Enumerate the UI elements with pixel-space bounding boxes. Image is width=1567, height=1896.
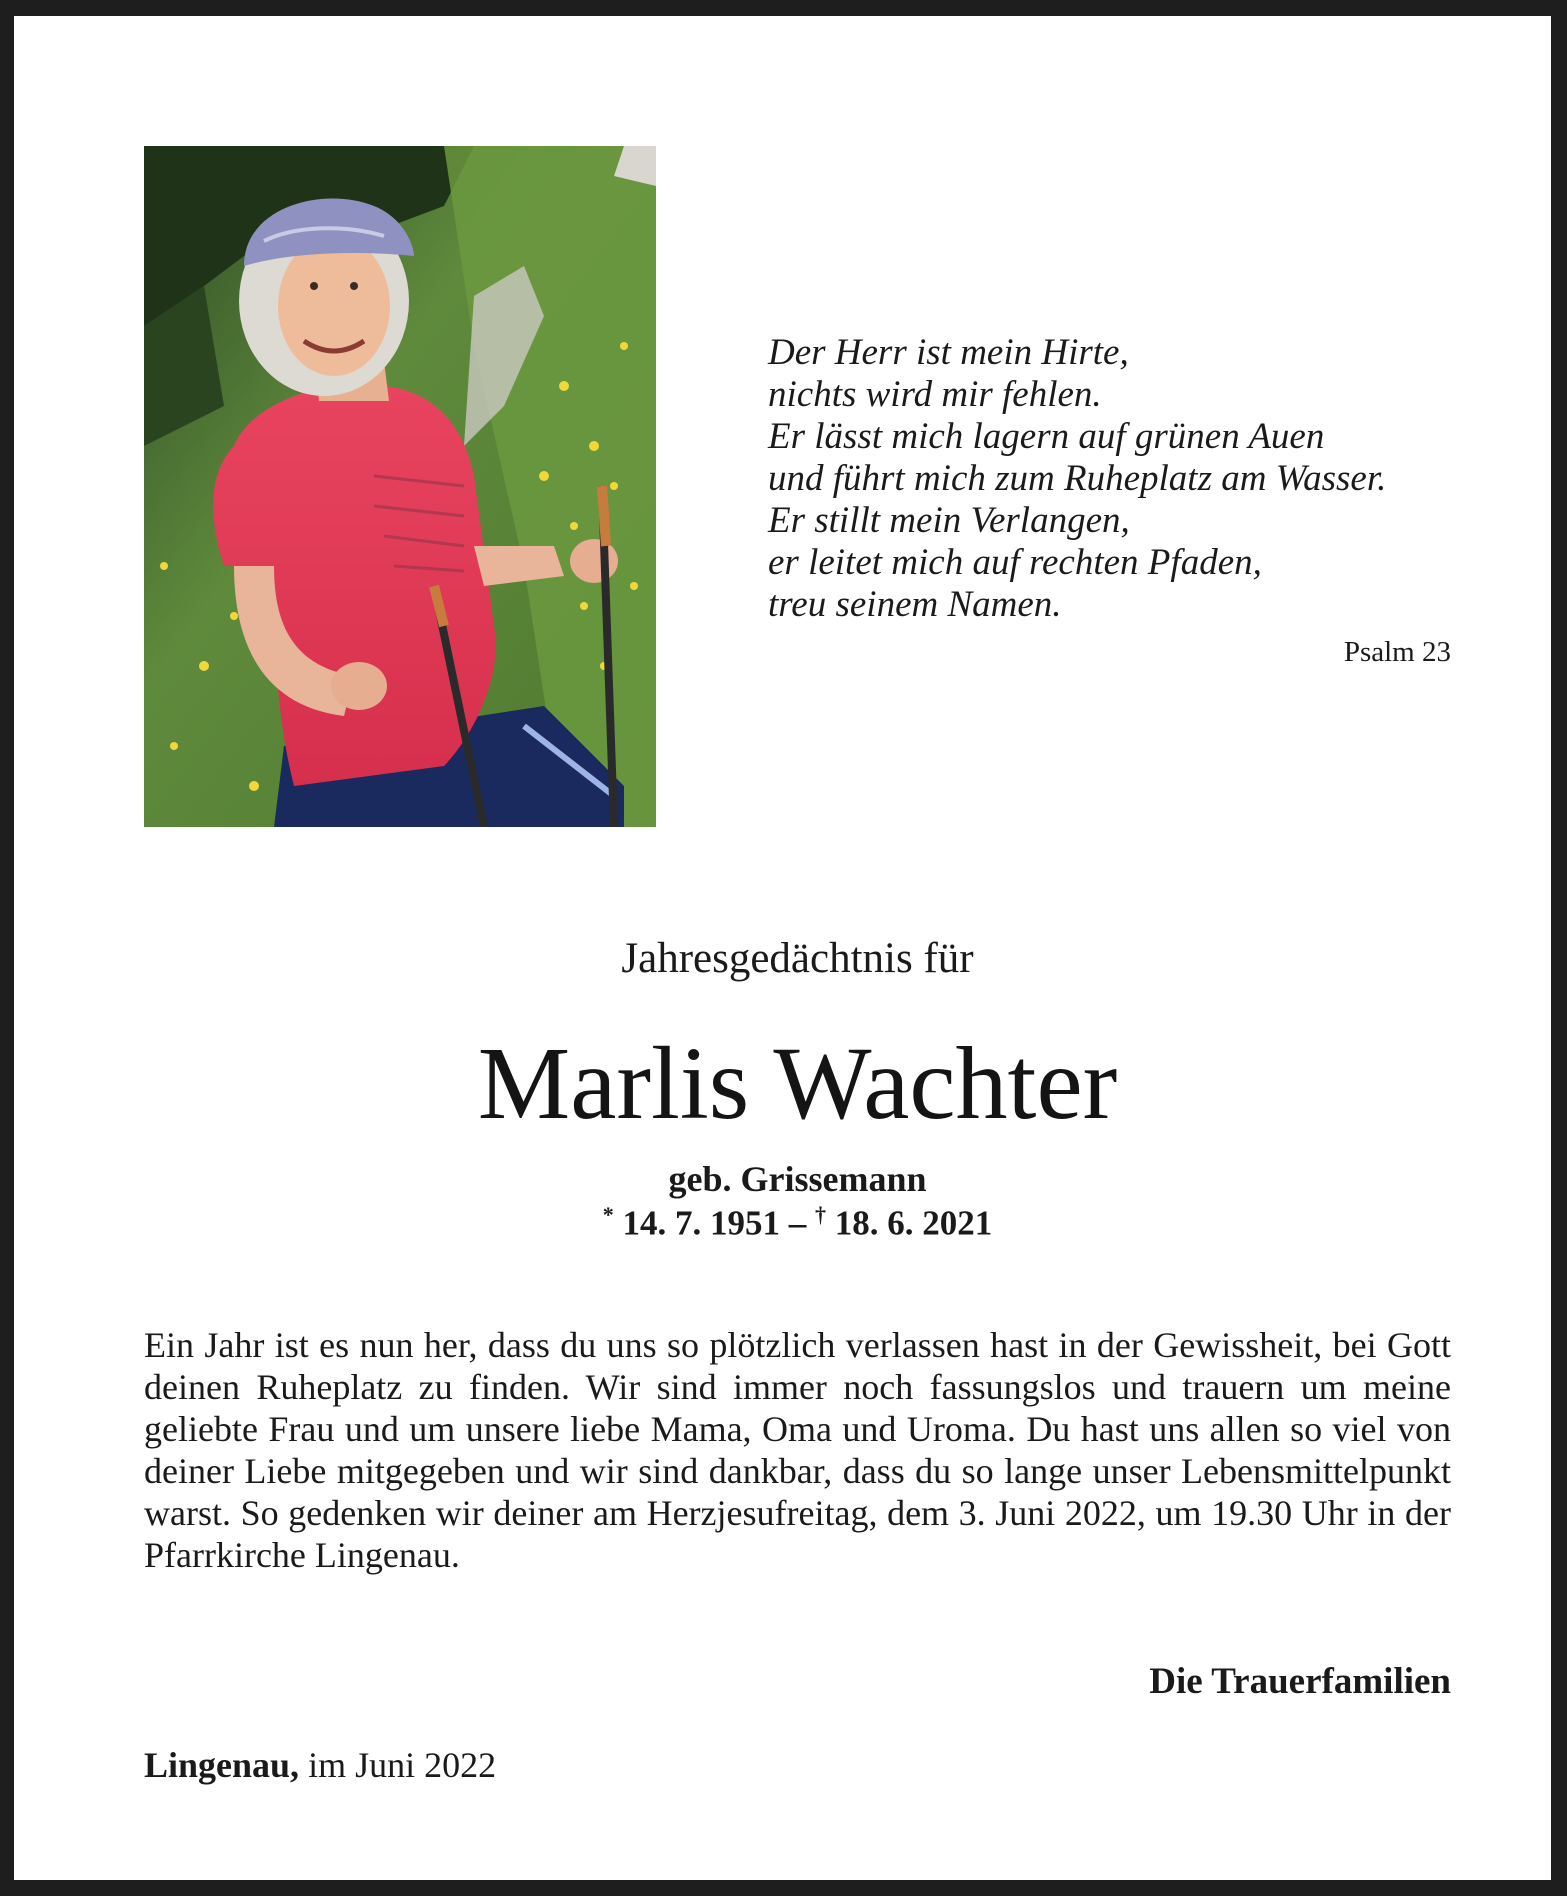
psalm-line: er leitet mich auf rechten Pfaden, xyxy=(768,542,1262,583)
psalm-quote xyxy=(768,332,1468,626)
portrait-illustration xyxy=(144,146,656,827)
memorial-intro: Jahresgedächtnis für xyxy=(621,935,974,982)
place: Lingenau, xyxy=(144,1745,300,1785)
psalm-line: und führt mich zum Ruheplatz am Wasser. xyxy=(768,458,1387,499)
date-separator: – xyxy=(788,1203,807,1243)
psalm-line: Er stillt mein Verlangen, xyxy=(768,500,1130,541)
deceased-name: Marlis Wachter xyxy=(477,1026,1118,1141)
psalm-line: Der Herr ist mein Hirte, xyxy=(768,332,1129,373)
psalm-line: nichts wird mir fehlen. xyxy=(768,374,1102,415)
birth-symbol: * xyxy=(602,1202,614,1227)
place-date xyxy=(144,1744,944,1786)
portrait-photo xyxy=(144,146,656,827)
life-dates xyxy=(14,1202,1567,1244)
psalm-reference: Psalm 23 xyxy=(1343,636,1451,668)
maiden-name: geb. Grissemann xyxy=(668,1159,927,1199)
date: im Juni 2022 xyxy=(308,1745,497,1785)
death-symbol: † xyxy=(815,1202,826,1227)
birth-date: 14. 7. 1951 xyxy=(622,1203,780,1243)
memorial-text: Ein Jahr ist es nun her, dass du uns so plötzlich verlassen hast in der Gewissheit, bei Gott deinen Ruheplatz zu finden. Wir sind immer noch fassungslos und trauern um meine geliebte Frau und um unsere liebe Mama, Oma und Uroma. Du hast uns allen so viel von deiner Liebe mitgegeben und wir sind dankbar, dass du so lange unser Lebensmittelpunkt warst. So gedenken wir deiner am Herzjesufreitag, dem 3. Juni 2022, um 19.30 Uhr in der Pfarrkirche Lingenau. xyxy=(144,1325,1451,1575)
signature: Die Trauerfamilien xyxy=(1149,1661,1451,1702)
psalm-line: Er lässt mich lagern auf grünen Auen xyxy=(768,416,1325,457)
psalm-line: treu seinem Namen. xyxy=(768,584,1062,625)
death-date: 18. 6. 2021 xyxy=(834,1203,993,1243)
